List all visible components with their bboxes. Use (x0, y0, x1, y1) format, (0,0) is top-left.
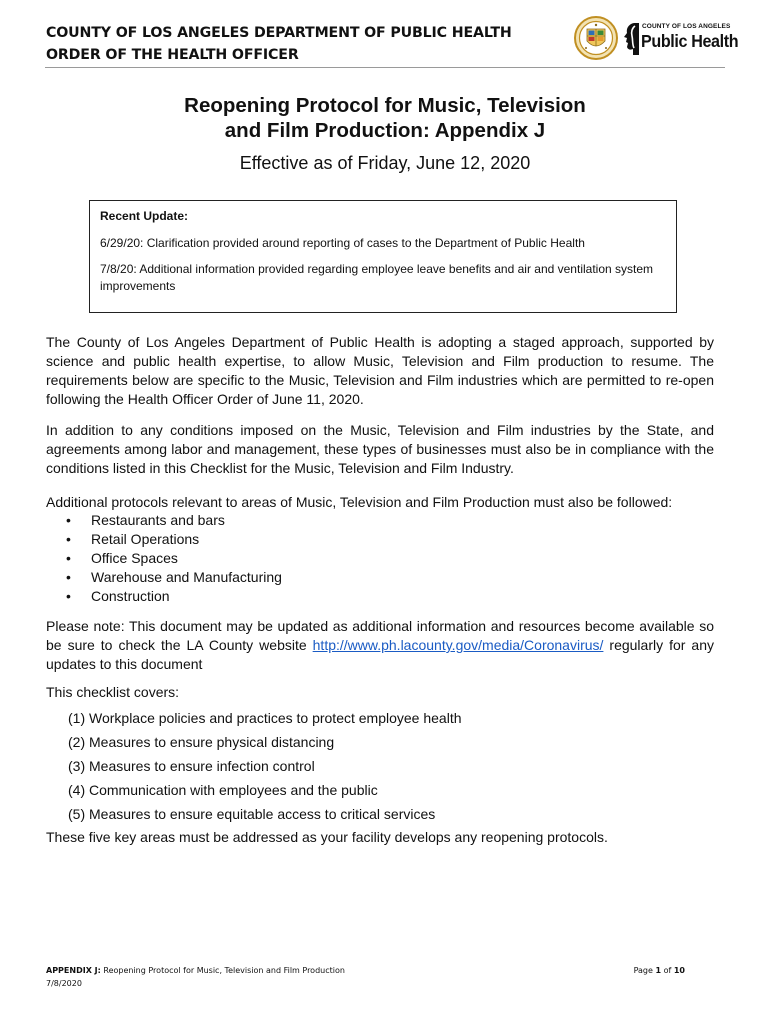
public-health-logo (622, 20, 739, 58)
page-of: of (661, 966, 674, 975)
logo-public-health-text: Public Health (641, 31, 739, 51)
list-item (64, 549, 282, 568)
bullet-icon: • (66, 588, 71, 604)
profile-silhouette-icon (622, 22, 640, 56)
checklist-intro: This checklist covers: (46, 684, 180, 700)
title-line-1: Reopening Protocol for Music, Television (184, 94, 586, 117)
logo-county-text: COUNTY OF LOS ANGELES (642, 23, 731, 30)
title-line-2: and Film Production: Appendix J (224, 119, 546, 142)
recent-update-heading: Recent Update: (100, 209, 189, 223)
page-current: 1 (655, 966, 662, 975)
list-item: (4) Communication with employees and the public (68, 782, 378, 798)
header-line-2: ORDER OF THE HEALTH OFFICER (46, 47, 299, 63)
list-item: (2) Measures to ensure physical distancing (68, 734, 335, 750)
header-title (46, 22, 512, 66)
bullet-icon: • (66, 569, 71, 585)
page-prefix: Page (633, 966, 656, 975)
list-item: (1) Workplace policies and practices to protect employee health (68, 710, 462, 726)
footer-doc-title (46, 964, 345, 978)
list-item-text: Construction (91, 588, 170, 604)
effective-date: Effective as of Friday, June 12, 2020 (239, 153, 531, 173)
list-item: (5) Measures to ensure equitable access to critical services (68, 806, 436, 822)
notice-text: Please note: This document may be updated as additional information and resources become available so be sure to check the LA County website (46, 618, 714, 653)
list-item (64, 511, 282, 530)
intro-paragraph: The County of Los Angeles Department of Public Health is adopting a staged approach, supported by science and public health expertise, to allow Music, Television and Film production to resume. The requirements below are specific to the Music, Television and Film industries which are permitted to re-open following the Health Officer Order of June 11, 2020. (46, 334, 714, 407)
key-areas-paragraph: These five key areas must be addressed as your facility develops any reopening protocols. (46, 829, 608, 845)
list-item-text: Restaurants and bars (91, 512, 225, 528)
header-divider (45, 67, 725, 68)
footer-date: 7/8/2020 (46, 979, 82, 988)
bullet-icon: • (66, 531, 71, 547)
county-seal-icon (574, 15, 618, 61)
footer-appendix-label: APPENDIX J: (46, 966, 101, 975)
update-item: 7/8/20: Additional information provided regarding employee leave benefits and air and ventilation system improvements (100, 262, 654, 293)
document-title (0, 93, 770, 143)
checklist-areas (68, 706, 462, 826)
notice-text-end: regularly for any updates to this document (46, 637, 714, 672)
additional-protocols-paragraph: Additional protocols relevant to areas of Music, Television and Film Production must also be followed: (46, 494, 673, 510)
protocol-list (64, 511, 282, 606)
coronavirus-website-link[interactable]: http://www.ph.lacounty.gov/media/Coronavirus/ (312, 637, 604, 653)
list-item (64, 587, 282, 606)
list-item (64, 568, 282, 587)
update-item: 6/29/20: Clarification provided around reporting of cases to the Department of Public Health (100, 236, 585, 250)
header-line-1: COUNTY OF LOS ANGELES DEPARTMENT OF PUBLIC HEALTH (46, 25, 512, 41)
recent-update-box (89, 200, 677, 313)
update-notice-paragraph (46, 617, 714, 674)
list-item-text: Warehouse and Manufacturing (91, 569, 282, 585)
bullet-icon: • (66, 550, 71, 566)
list-item (64, 530, 282, 549)
bullet-icon: • (66, 512, 71, 528)
list-item-text: Office Spaces (91, 550, 178, 566)
list-item: (3) Measures to ensure infection control (68, 758, 315, 774)
list-item-text: Retail Operations (91, 531, 200, 547)
conditions-paragraph: In addition to any conditions imposed on the Music, Television and Film industries by the State, and agreements among labor and management, these types of businesses must also be in compliance with the conditions listed in this Checklist for the Music, Television and Film Industry. (46, 422, 714, 476)
footer-title-text: Reopening Protocol for Music, Television and Film Production (100, 966, 345, 975)
page-number (634, 964, 685, 978)
page-total: 10 (673, 966, 685, 975)
